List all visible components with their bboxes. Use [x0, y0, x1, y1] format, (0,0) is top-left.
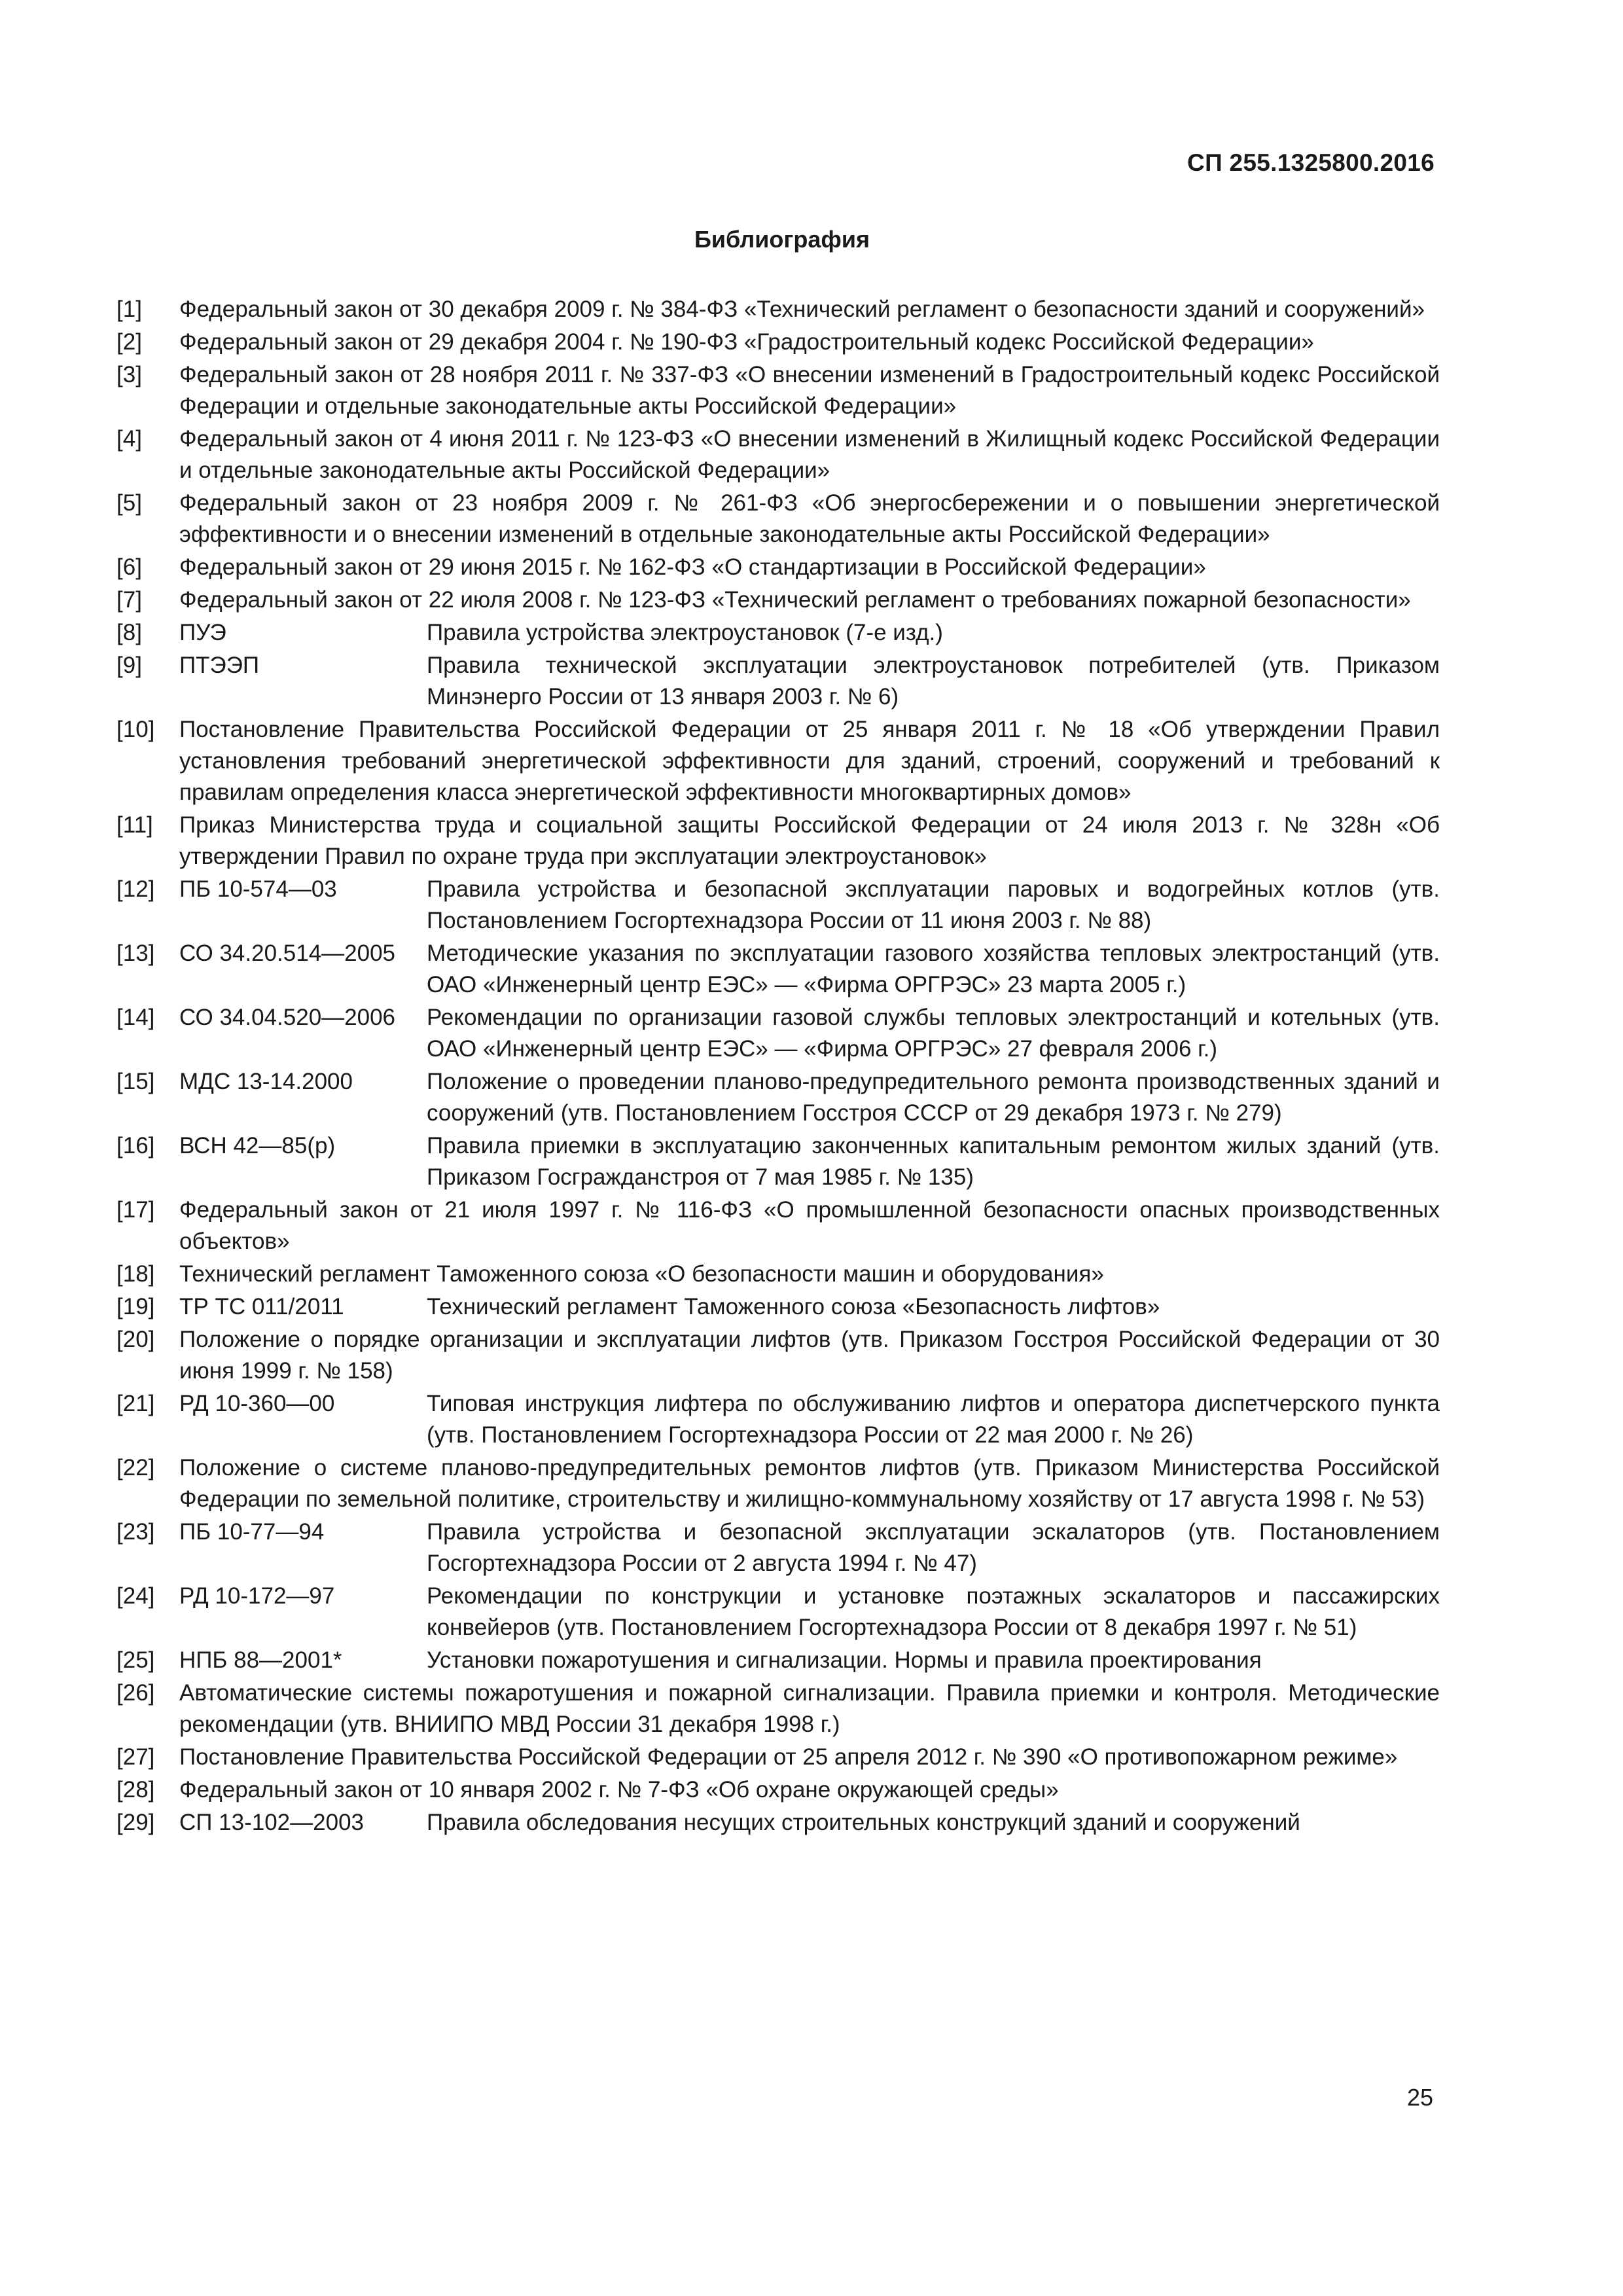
- bibliography-entry: [116, 488, 1440, 550]
- entry-text: Федеральный закон от 21 июля 1997 г. № 116-ФЗ «О промышленной безопасности опасных производственных объектов»: [179, 1197, 1440, 1254]
- bibliography-entry: [116, 1259, 1440, 1290]
- bibliography-entry: [116, 1774, 1440, 1806]
- entry-code: РД 10-172—97: [179, 1583, 335, 1609]
- entry-code: ПБ 10-574—03: [179, 876, 337, 902]
- entry-number: [7]: [116, 587, 142, 613]
- bibliography-entry: [116, 1291, 1440, 1323]
- entry-text: Технический регламент Таможенного союза «О безопасности машин и оборудования»: [179, 1261, 1104, 1287]
- bibliography-entry: [116, 938, 1440, 1001]
- entry-number: [3]: [116, 362, 142, 387]
- entry-text: Технический регламент Таможенного союза «Безопасность лифтов»: [427, 1294, 1160, 1319]
- entry-text: Правила технической эксплуатации электроустановок потребителей (утв. Приказом Минэнерго России от 13 января 2003 г. № 6): [427, 653, 1440, 709]
- entry-number: [29]: [116, 1810, 155, 1835]
- bibliography-entry: [116, 1388, 1440, 1451]
- entry-text: Федеральный закон от 28 ноября 2011 г. № 337-ФЗ «О внесении изменений в Градостроительный кодекс Российской Федерации и отдельные законодательные акты Российской Федерации»: [179, 362, 1440, 419]
- entry-number: [14]: [116, 1005, 155, 1030]
- bibliography-entry: [116, 650, 1440, 713]
- bibliography-entry: [116, 617, 1440, 649]
- entry-text: Рекомендации по конструкции и установке поэтажных эскалаторов и пассажирских конвейеров (утв. Постановлением Госгортехнадзора России от 8 декабря 1997 г. № 51): [427, 1583, 1440, 1640]
- bibliography-entry: [116, 1742, 1440, 1773]
- entry-code: РД 10-360—00: [179, 1391, 335, 1416]
- entry-number: [22]: [116, 1455, 155, 1480]
- entry-text: Постановление Правительства Российской Федерации от 25 апреля 2012 г. № 390 «О противопожарном режиме»: [179, 1744, 1398, 1770]
- entry-number: [28]: [116, 1777, 155, 1803]
- bibliography-entry: [116, 810, 1440, 872]
- entry-text: Типовая инструкция лифтера по обслуживанию лифтов и оператора диспетчерского пункта (утв. Постановлением Госгортехнадзора России от 22 мая 2000 г. № 26): [427, 1391, 1440, 1448]
- entry-code: ВСН 42—85(р): [179, 1133, 336, 1158]
- bibliography-entry: [116, 1130, 1440, 1193]
- entry-text: Автоматические системы пожаротушения и пожарной сигнализации. Правила приемки и контроля. Методические рекомендации (утв. ВНИИПО МВД России 31 декабря 1998 г.): [179, 1680, 1440, 1737]
- entry-code: ПБ 10-77—94: [179, 1519, 325, 1545]
- document-code: СП 255.1325800.2016: [1187, 149, 1435, 176]
- bibliography-entry: [116, 584, 1440, 616]
- entry-number: [6]: [116, 554, 142, 580]
- entry-number: [26]: [116, 1680, 155, 1706]
- entry-number: [4]: [116, 426, 142, 452]
- bibliography-entry: [116, 1324, 1440, 1387]
- entry-code: СП 13-102—2003: [179, 1810, 364, 1835]
- entry-number: [18]: [116, 1261, 155, 1287]
- entry-text: Федеральный закон от 30 декабря 2009 г. № 384-ФЗ «Технический регламент о безопасности зданий и сооружений»: [179, 296, 1425, 322]
- entry-code: НПБ 88—2001*: [179, 1647, 342, 1673]
- bibliography-list: [116, 294, 1440, 1840]
- entry-text: Постановление Правительства Российской Федерации от 25 января 2011 г. № 18 «Об утверждении Правил установления требований энергетической эффективности для зданий, строений, сооружений и требований к правилам определения класса энергетической эффективности многоквартирных домов»: [179, 717, 1440, 805]
- page-number: 25: [1406, 2084, 1433, 2111]
- entry-text: Методические указания по эксплуатации газового хозяйства тепловых электростанций (утв. ОАО «Инженерный центр ЕЭС» — «Фирма ОРГРЭС» 23 марта 2005 г.): [427, 941, 1440, 997]
- entry-text: Федеральный закон от 29 июня 2015 г. № 162-ФЗ «О стандартизации в Российской Федерации»: [179, 554, 1206, 580]
- entry-text: Установки пожаротушения и сигнализации. Нормы и правила проектирования: [427, 1647, 1262, 1673]
- bibliography-entry: [116, 714, 1440, 808]
- entry-number: [9]: [116, 653, 142, 678]
- entry-number: [25]: [116, 1647, 155, 1673]
- entry-number: [5]: [116, 490, 142, 516]
- entry-text: Федеральный закон от 29 декабря 2004 г. № 190-ФЗ «Градостроительный кодекс Российской Федерации»: [179, 329, 1314, 355]
- entry-text: Приказ Министерства труда и социальной защиты Российской Федерации от 24 июля 2013 г. № 328н «Об утверждении Правил по охране труда при эксплуатации электроустановок»: [179, 812, 1440, 869]
- bibliography-entry: [116, 423, 1440, 486]
- entry-text: Правила приемки в эксплуатацию законченных капитальным ремонтом жилых зданий (утв. Приказом Госгражданстроя от 7 мая 1985 г. № 135): [427, 1133, 1440, 1190]
- bibliography-entry: [116, 1002, 1440, 1065]
- entry-number: [2]: [116, 329, 142, 355]
- entry-text: Рекомендации по организации газовой службы тепловых электростанций и котельных (утв. ОАО «Инженерный центр ЕЭС» — «Фирма ОРГРЭС» 27 февраля 2006 г.): [427, 1005, 1440, 1062]
- page-title: Библиография: [694, 226, 870, 253]
- entry-code: ТР ТС 011/2011: [179, 1294, 344, 1319]
- entry-text: Федеральный закон от 22 июля 2008 г. № 123-ФЗ «Технический регламент о требованиях пожарной безопасности»: [179, 587, 1411, 613]
- entry-text: Правила устройства и безопасной эксплуатации эскалаторов (утв. Постановлением Госгортехнадзора России от 2 августа 1994 г. № 47): [427, 1519, 1440, 1576]
- entry-code: ПТЭЭП: [179, 653, 260, 678]
- bibliography-entry: [116, 1581, 1440, 1643]
- entry-number: [1]: [116, 296, 142, 322]
- entry-number: [13]: [116, 941, 155, 966]
- entry-number: [10]: [116, 717, 155, 742]
- entry-text: Правила обследования несущих строительных конструкций зданий и сооружений: [427, 1810, 1300, 1835]
- bibliography-entry: [116, 1194, 1440, 1257]
- entry-number: [8]: [116, 620, 142, 645]
- entry-text: Положение о системе планово-предупредительных ремонтов лифтов (утв. Приказом Министерства Российской Федерации по земельной политике, строительству и жилищно-коммунальному хозяйству от 17 августа 1998 г. № 53): [179, 1455, 1440, 1512]
- bibliography-entry: [116, 359, 1440, 422]
- entry-number: [24]: [116, 1583, 155, 1609]
- entry-text: Федеральный закон от 23 ноября 2009 г. № 261-ФЗ «Об энергосбережении и о повышении энергетической эффективности и о внесении изменений в отдельные законодательные акты Российской Федерации»: [179, 490, 1440, 547]
- bibliography-entry: [116, 1645, 1440, 1676]
- entry-number: [12]: [116, 876, 155, 902]
- bibliography-entry: [116, 1066, 1440, 1129]
- bibliography-entry: [116, 552, 1440, 583]
- bibliography-entry: [116, 1807, 1440, 1839]
- entry-number: [21]: [116, 1391, 155, 1416]
- entry-text: Федеральный закон от 10 января 2002 г. № 7-ФЗ «Об охране окружающей среды»: [179, 1777, 1059, 1803]
- entry-number: [16]: [116, 1133, 155, 1158]
- bibliography-entry: [116, 874, 1440, 937]
- entry-code: МДС 13-14.2000: [179, 1069, 353, 1094]
- entry-number: [19]: [116, 1294, 155, 1319]
- entry-number: [23]: [116, 1519, 155, 1545]
- entry-text: Правила устройства электроустановок (7-е изд.): [427, 620, 943, 645]
- bibliography-entry: [116, 294, 1440, 325]
- entry-text: Федеральный закон от 4 июня 2011 г. № 123-ФЗ «О внесении изменений в Жилищный кодекс Российской Федерации и отдельные законодательные акты Российской Федерации»: [179, 426, 1440, 483]
- entry-number: [20]: [116, 1327, 155, 1352]
- entry-text: Правила устройства и безопасной эксплуатации паровых и водогрейных котлов (утв. Постановлением Госгортехнадзора России от 11 июня 2003 г. № 88): [427, 876, 1440, 933]
- entry-number: [15]: [116, 1069, 155, 1094]
- entry-code: СО 34.20.514—2005: [179, 941, 396, 966]
- entry-text: Положение о порядке организации и эксплуатации лифтов (утв. Приказом Госстроя Российской Федерации от 30 июня 1999 г. № 158): [179, 1327, 1440, 1384]
- bibliography-entry: [116, 327, 1440, 358]
- bibliography-entry: [116, 1452, 1440, 1515]
- entry-text: Положение о проведении планово-предупредительного ремонта производственных зданий и сооружений (утв. Постановлением Госстроя СССР от 29 декабря 1973 г. № 279): [427, 1069, 1440, 1126]
- entry-number: [27]: [116, 1744, 155, 1770]
- entry-number: [17]: [116, 1197, 155, 1223]
- bibliography-entry: [116, 1677, 1440, 1740]
- entry-number: [11]: [116, 812, 153, 838]
- entry-code: ПУЭ: [179, 620, 226, 645]
- entry-code: СО 34.04.520—2006: [179, 1005, 396, 1030]
- bibliography-entry: [116, 1516, 1440, 1579]
